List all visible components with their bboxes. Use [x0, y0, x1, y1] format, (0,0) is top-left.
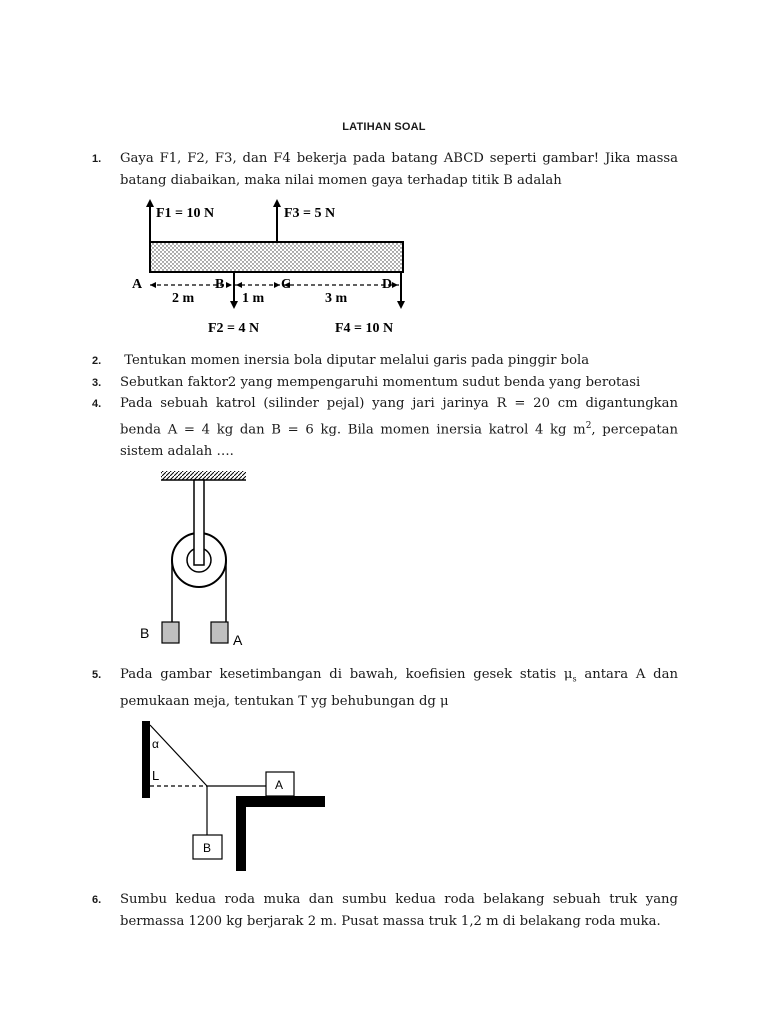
label-b: B [140, 625, 150, 641]
wall [142, 721, 150, 798]
question-text: Tentukan momen inersia bola diputar melalui garis pada pinggir bola [120, 353, 590, 368]
f1-label: F1 = 10 N [156, 206, 215, 221]
question-number: 2. [92, 355, 102, 367]
pulley-diagram [130, 468, 260, 648]
table-top [236, 796, 325, 807]
table-leg [236, 796, 246, 871]
label-a: A [233, 632, 243, 648]
point-d: D [382, 277, 393, 292]
mass-b [162, 622, 179, 643]
beam [150, 242, 403, 272]
dist-ab: 2 m [172, 291, 195, 306]
question-text: Sebutkan faktor2 yang mempengaruhi momentum sudut benda yang berotasi [120, 375, 641, 390]
label-b: B [203, 841, 212, 855]
angle-label: α [152, 737, 159, 751]
question-number: 6. [92, 894, 102, 906]
page-title: LATIHAN SOAL [342, 121, 426, 133]
f3-label: F3 = 5 N [284, 206, 336, 221]
question-text: Gaya F1, F2, F3, dan F4 bekerja pada batang ABCD seperti gambar! Jika massa batang diabaikan, maka nilai momen gaya terhadap titik B adalah [120, 151, 678, 188]
question-6 [92, 889, 678, 933]
label-a: A [275, 778, 284, 792]
question-text: Pada sebuah katrol (silinder pejal) yang jari jarinya R = 20 cm digantungkan benda A = 4 kg dan B = 6 kg. Bila momen inersia katrol 4 kg $m^2$, percepatan sistem adalah …. [120, 396, 678, 460]
point-b: B [215, 277, 225, 292]
ceiling [161, 471, 246, 480]
question-number: 1. [92, 153, 102, 165]
question-text: Sumbu kedua roda muka dan sumbu kedua roda belakang sebuah truk yang bermassa 1200 kg berjarak 2 m. Pusat massa truk 1,2 m di belakang roda muka. [120, 892, 678, 929]
question-2 [92, 350, 678, 372]
equilibrium-diagram [135, 715, 335, 875]
dist-bc: 1 m [242, 291, 265, 306]
question-1 [92, 148, 678, 192]
question-text: Pada gambar kesetimbangan di bawah, koefisien gesek statis $\mu_s$ antara A dan pemukaan meja, tentukan T yg behubungan dg μ [120, 667, 678, 709]
beam-force-diagram [120, 195, 430, 340]
f2-label: F2 = 4 N [208, 321, 260, 336]
question-number: 5. [92, 669, 102, 681]
dist-cd: 3 m [325, 291, 348, 306]
mass-a [211, 622, 228, 643]
question-4 [92, 393, 678, 463]
pulley-hanger [194, 480, 204, 565]
right-angle-label: L [152, 768, 160, 783]
question-number: 3. [92, 377, 102, 389]
question-number: 4. [92, 398, 102, 410]
point-c: C [281, 277, 292, 292]
question-3 [92, 372, 678, 394]
f4-label: F4 = 10 N [335, 321, 394, 336]
point-a: A [132, 277, 143, 292]
question-5 [92, 664, 678, 713]
